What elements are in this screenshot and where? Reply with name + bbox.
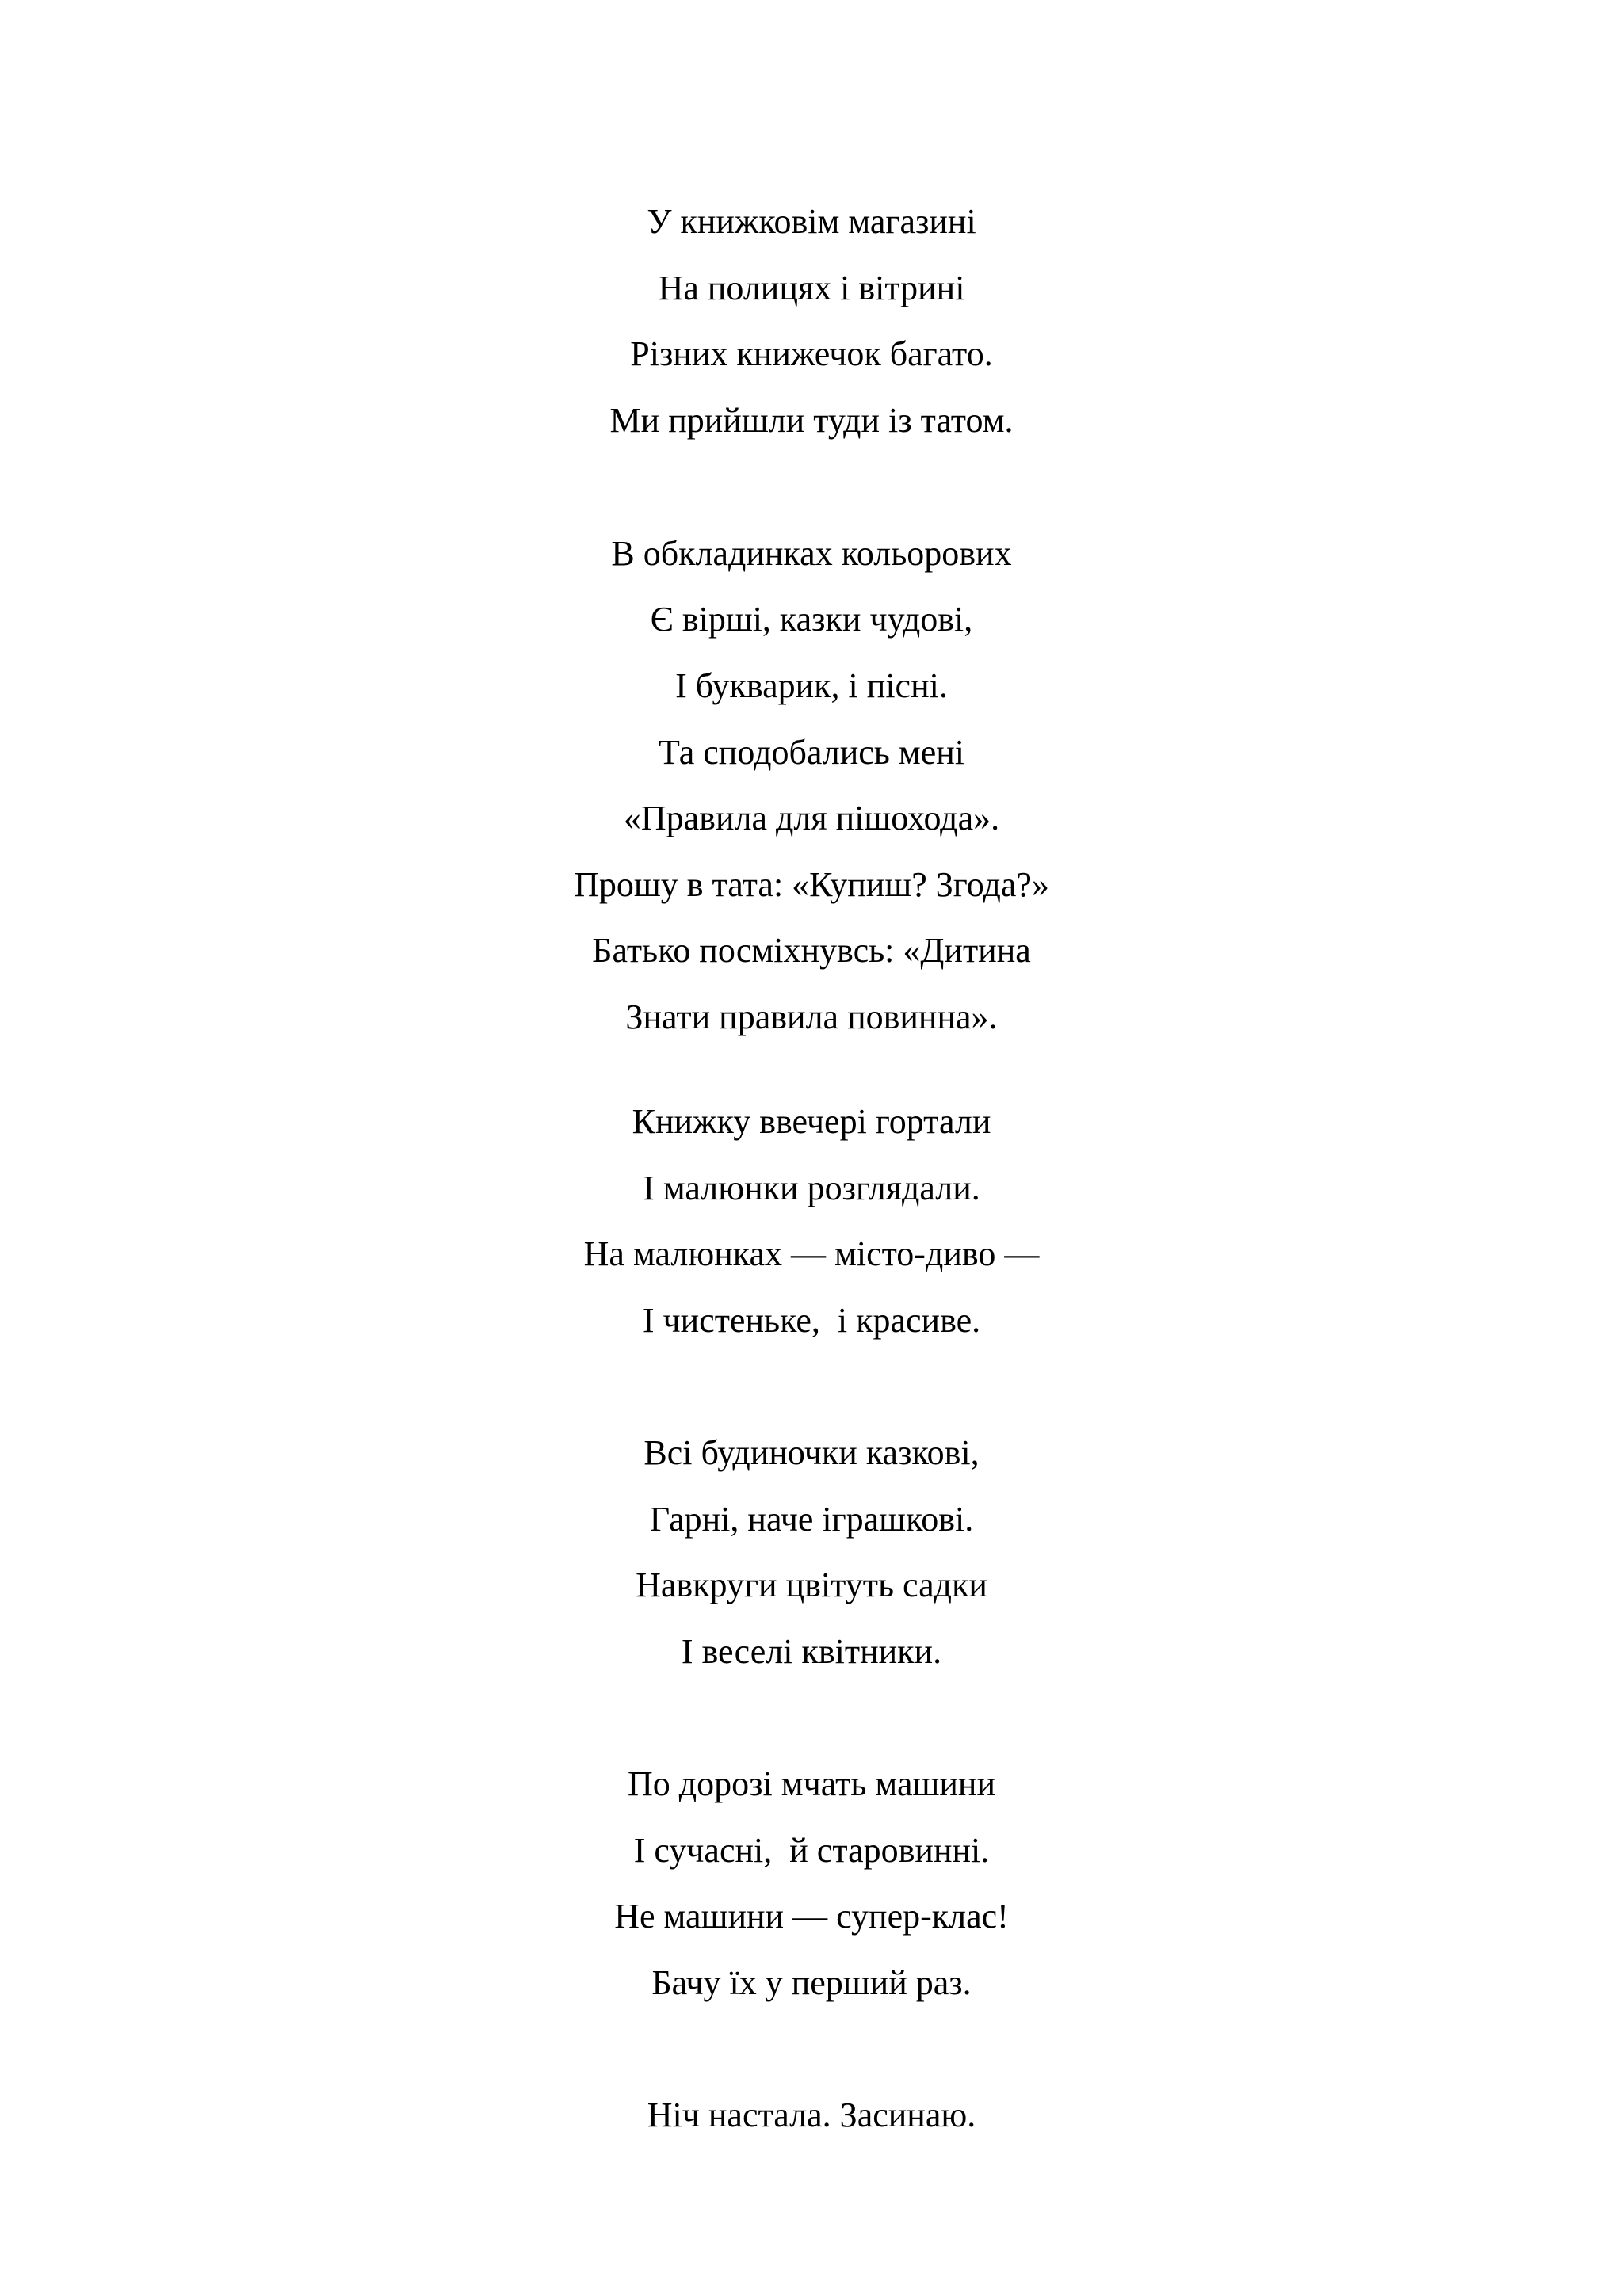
poem-line: У книжковім магазині [647,202,976,241]
poem-line: Батько посміхнувсь: «Дитина [592,931,1031,970]
poem-line: Книжку ввечері гортали [632,1102,991,1141]
poem-line: На полицях і вітрині [658,269,965,307]
poem-line: Прошу в тата: «Купиш? Згода?» [574,865,1049,904]
poem-line: І сучасні, й старовинні. [633,1831,990,1870]
poem-line: Всі будиночки казкові, [643,1433,980,1472]
poem-line: І малюнки розглядали. [643,1169,980,1207]
poem-line: Є вірші, казки чудові, [650,600,973,639]
poem-line: Знати правила повинна». [625,997,998,1036]
poem-line: Різних книжечок багато. [630,334,993,373]
poem-line: Ніч настала. Засинаю. [647,2096,976,2134]
poem-line: Бачу їх у перший раз. [651,1963,972,2002]
poem-line: По дорозі мчать машини [627,1764,996,1803]
poem-line: І чистеньке, і красиве. [642,1301,981,1340]
poem-line: В обкладинках кольорових [611,534,1012,573]
poem-line: Не машини — супер-клас! [614,1897,1009,1936]
poem-line: І букварик, і пісні. [675,666,948,705]
poem-line: «Правила для пішохода». [623,799,1000,837]
poem-line: І веселі квітники. [681,1632,942,1671]
poem-line: Ми прийшли туди із татом. [609,401,1014,440]
poem-line: Навкруги цвітуть садки [636,1566,987,1604]
poem-line: Та сподобались мені [658,733,965,772]
poem-line: На малюнках — місто-диво — [583,1234,1040,1273]
poem-line: Гарні, наче іграшкові. [649,1500,974,1539]
